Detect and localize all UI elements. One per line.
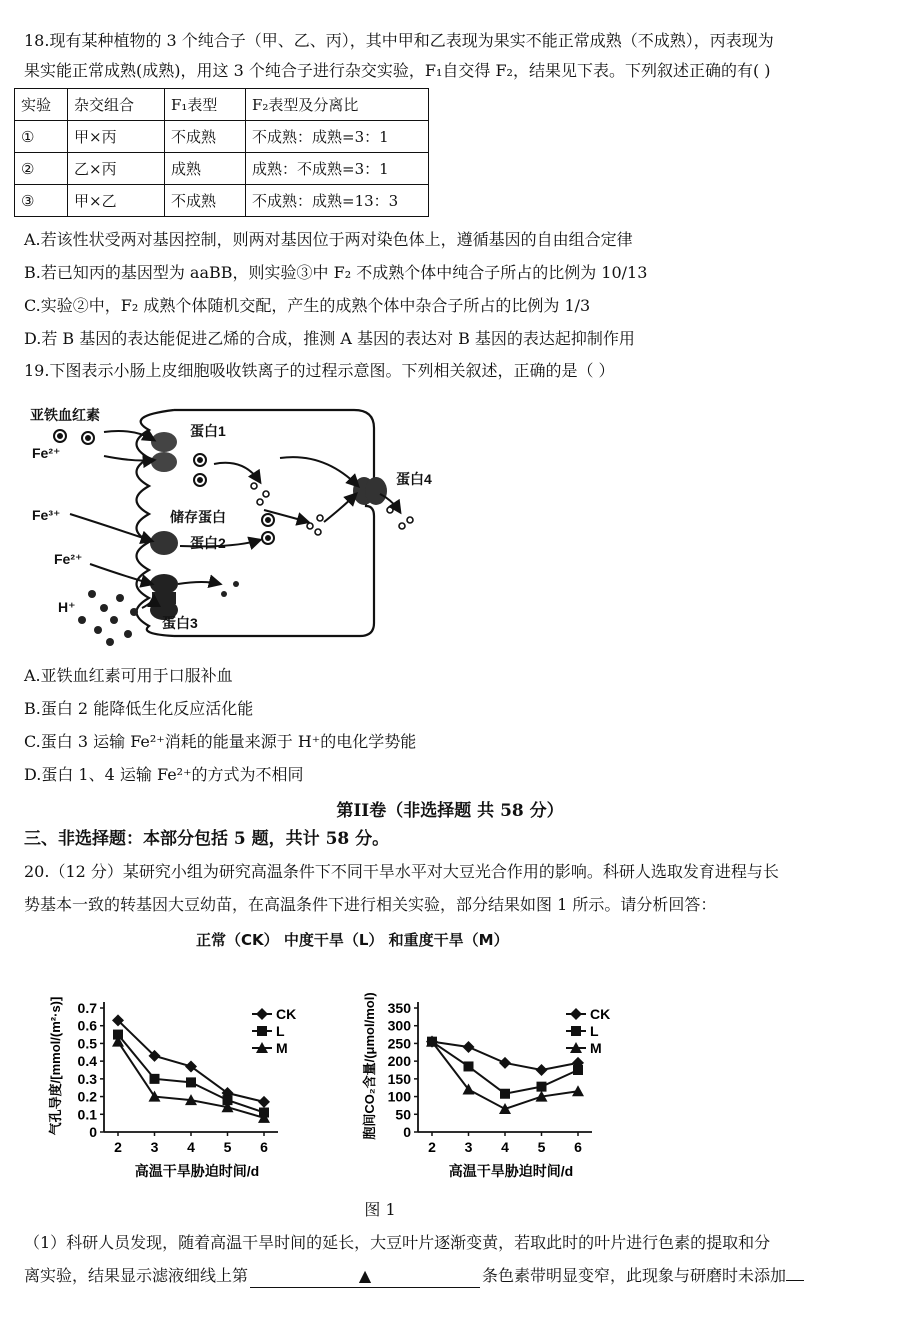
q20-sub1-text-pre: 离实验，结果显示滤液细线上第 bbox=[24, 1266, 249, 1285]
y-tick-label: 0.2 bbox=[77, 1088, 97, 1105]
q20-sub1-line1: （1）科研人员发现，随着高温干旱时间的延长，大豆叶片逐渐变黄，若取此时的叶片进行色素的提取和分 bbox=[24, 1233, 771, 1252]
table-cell: 不成熟 bbox=[165, 121, 246, 153]
label-protein-2: 蛋白2 bbox=[190, 535, 226, 551]
table-header-cell: F₂表型及分离比 bbox=[246, 89, 429, 121]
y-tick-label: 0 bbox=[89, 1124, 97, 1140]
square-point bbox=[150, 1074, 160, 1084]
table-cell: 成熟 bbox=[165, 153, 246, 185]
triangle-point bbox=[572, 1085, 584, 1096]
table-cell: 不成熟：成熟=13：3 bbox=[246, 185, 429, 217]
label-protein-1: 蛋白1 bbox=[190, 423, 226, 439]
q19-option-c: C.蛋白 3 运输 Fe²⁺消耗的能量来源于 H⁺的电化学势能 bbox=[24, 732, 417, 751]
table-row bbox=[15, 185, 429, 217]
q18-option-b: B.若已知丙的基因型为 aaBB，则实验③中 F₂ 不成熟个体中纯合子所占的比例为 10/13 bbox=[24, 263, 648, 282]
y-tick-label: 350 bbox=[387, 1000, 411, 1016]
x-tick-label: 5 bbox=[537, 1139, 546, 1155]
q20-stem-line1: 20.（12 分）某研究小组为研究高温条件下不同干旱水平对大豆光合作用的影响。科研人选取发育进程与长 bbox=[24, 862, 779, 881]
q18-stem-line2: 果实能正常成熟(成熟)，用这 3 个纯合子进行杂交实验，F₁自交得 F₂，结果见下表。下列叙述正确的有( ) bbox=[24, 61, 771, 80]
table-cell: ③ bbox=[15, 185, 68, 217]
x-axis-label: 高温干旱胁迫时间/d bbox=[134, 1163, 260, 1179]
legend-label: L bbox=[276, 1023, 285, 1039]
x-tick-label: 2 bbox=[428, 1139, 436, 1155]
diamond-point bbox=[499, 1057, 511, 1069]
q18-stem-line1: 18.现有某种植物的 3 个纯合子（甲、乙、丙），其中甲和乙表现为果实不能正常成熟（不成熟），丙表现为 bbox=[24, 31, 774, 50]
label-fe3: Fe³⁺ bbox=[32, 507, 61, 523]
y-axis-label: 胞间CO₂含量/(μmol/mol) bbox=[362, 992, 377, 1140]
protein-2 bbox=[150, 531, 178, 555]
y-tick-label: 200 bbox=[387, 1053, 411, 1070]
table-cell: ① bbox=[15, 121, 68, 153]
square-point bbox=[500, 1089, 510, 1099]
x-tick-label: 4 bbox=[187, 1139, 195, 1155]
iron-ions bbox=[251, 483, 413, 535]
diamond-point bbox=[258, 1096, 270, 1108]
legend-label: M bbox=[590, 1040, 602, 1056]
label-fe2-bottom: Fe²⁺ bbox=[54, 551, 83, 567]
label-h: H⁺ bbox=[58, 599, 76, 615]
square-point bbox=[571, 1026, 581, 1036]
x-axis-label: 高温干旱胁迫时间/d bbox=[448, 1163, 574, 1179]
x-tick-label: 4 bbox=[501, 1139, 509, 1155]
answer-marker: ▲ bbox=[358, 1266, 372, 1285]
x-tick-label: 2 bbox=[114, 1139, 122, 1155]
table-cell: 甲×丙 bbox=[68, 121, 165, 153]
section-title: 第II卷（非选择题 共 58 分） bbox=[336, 801, 564, 821]
y-tick-label: 100 bbox=[387, 1088, 411, 1105]
q20-stem-line2: 势基本一致的转基因大豆幼苗，在高温条件下进行相关实验，部分结果如图 1 所示。请分析回答： bbox=[24, 895, 717, 914]
x-tick-label: 3 bbox=[150, 1139, 159, 1155]
q18-option-c: C.实验②中，F₂ 成熟个体随机交配，产生的成熟个体中杂合子所占的比例为 1/3 bbox=[24, 296, 591, 315]
legend-label: CK bbox=[590, 1006, 611, 1022]
y-tick-label: 0.4 bbox=[77, 1053, 97, 1070]
label-heme: 亚铁血红素 bbox=[30, 407, 100, 423]
x-tick-label: 3 bbox=[464, 1139, 473, 1155]
table-cell: 乙×丙 bbox=[68, 153, 165, 185]
table-cell: 不成熟：成熟=3：1 bbox=[246, 121, 429, 153]
diamond-point bbox=[536, 1064, 548, 1076]
q19-stem: 19.下图表示小肠上皮细胞吸收铁离子的过程示意图。下列相关叙述，正确的是（ ） bbox=[24, 361, 615, 380]
label-fe2-top: Fe²⁺ bbox=[32, 445, 61, 461]
answer-blank[interactable] bbox=[250, 1265, 480, 1288]
table-cell: 甲×乙 bbox=[68, 185, 165, 217]
square-point bbox=[257, 1026, 267, 1036]
legend-label: CK bbox=[276, 1006, 297, 1022]
iron-absorption-diagram bbox=[24, 398, 464, 650]
y-tick-label: 50 bbox=[395, 1106, 411, 1123]
square-point bbox=[537, 1082, 547, 1092]
series-line-m bbox=[432, 1042, 578, 1109]
section-subtitle: 三、非选择题：本部分包括 5 题，共计 58 分。 bbox=[24, 829, 390, 849]
label-protein-3: 蛋白3 bbox=[162, 615, 198, 631]
q20-sub1-text-post: 条色素带明显变窄，此现象与研磨时未添加 bbox=[482, 1266, 787, 1285]
diamond-point bbox=[570, 1008, 582, 1020]
square-point bbox=[186, 1077, 196, 1087]
q18-option-a: A.若该性状受两对基因控制，则两对基因位于两对染色体上，遵循基因的自由组合定律 bbox=[24, 230, 633, 249]
figure-title: 正常（CK） 中度干旱（L） 和重度干旱（M） bbox=[196, 931, 509, 949]
table-header-cell: 杂交组合 bbox=[68, 89, 165, 121]
intercellular-co2-chart bbox=[336, 950, 666, 1190]
protein-4-channel bbox=[353, 477, 387, 505]
table-header-cell: 实验 bbox=[15, 89, 68, 121]
q18-results-table bbox=[14, 88, 429, 217]
legend-label: L bbox=[590, 1023, 599, 1039]
table-cell: 不成熟 bbox=[165, 185, 246, 217]
y-tick-label: 0.1 bbox=[77, 1106, 97, 1123]
y-tick-label: 150 bbox=[387, 1070, 411, 1087]
q19-option-d: D.蛋白 1、4 运输 Fe²⁺的方式为不相同 bbox=[24, 765, 304, 784]
y-tick-label: 0.3 bbox=[77, 1070, 97, 1087]
table-cell: 成熟：不成熟=3：1 bbox=[246, 153, 429, 185]
table-cell: ② bbox=[15, 153, 68, 185]
legend-label: M bbox=[276, 1040, 288, 1056]
x-tick-label: 5 bbox=[223, 1139, 232, 1155]
table-header-row bbox=[15, 89, 429, 121]
y-tick-label: 0.7 bbox=[77, 1000, 97, 1016]
table-row bbox=[15, 121, 429, 153]
label-protein-4: 蛋白4 bbox=[396, 471, 432, 487]
y-tick-label: 300 bbox=[387, 1017, 411, 1034]
y-axis-label: 气孔导度/[mmol/(m²·s)] bbox=[48, 996, 63, 1136]
stomatal-conductance-chart bbox=[22, 950, 352, 1190]
square-point bbox=[464, 1061, 474, 1071]
q18-option-d: D.若 B 基因的表达能促进乙烯的合成，推测 A 基因的表达对 B 基因的表达起抑制作用 bbox=[24, 329, 635, 348]
q19-option-a: A.亚铁血红素可用于口服补血 bbox=[24, 666, 233, 685]
table-row bbox=[15, 153, 429, 185]
protein-1-channel bbox=[151, 432, 177, 472]
answer-blank-2[interactable] bbox=[786, 1280, 804, 1281]
x-tick-label: 6 bbox=[574, 1139, 582, 1155]
diamond-point bbox=[463, 1041, 475, 1053]
q20-sub1-line2 bbox=[24, 1265, 804, 1288]
square-point bbox=[573, 1065, 583, 1075]
table-header-cell: F₁表型 bbox=[165, 89, 246, 121]
diamond-point bbox=[256, 1008, 268, 1020]
figure-caption: 图 1 bbox=[364, 1200, 396, 1219]
x-tick-label: 6 bbox=[260, 1139, 268, 1155]
y-tick-label: 250 bbox=[387, 1035, 411, 1052]
y-tick-label: 0.6 bbox=[77, 1017, 97, 1034]
y-tick-label: 0.5 bbox=[77, 1035, 97, 1052]
y-tick-label: 0 bbox=[403, 1124, 411, 1140]
label-storage-protein: 储存蛋白 bbox=[170, 509, 226, 525]
q19-option-b: B.蛋白 2 能降低生化反应活化能 bbox=[24, 699, 254, 718]
